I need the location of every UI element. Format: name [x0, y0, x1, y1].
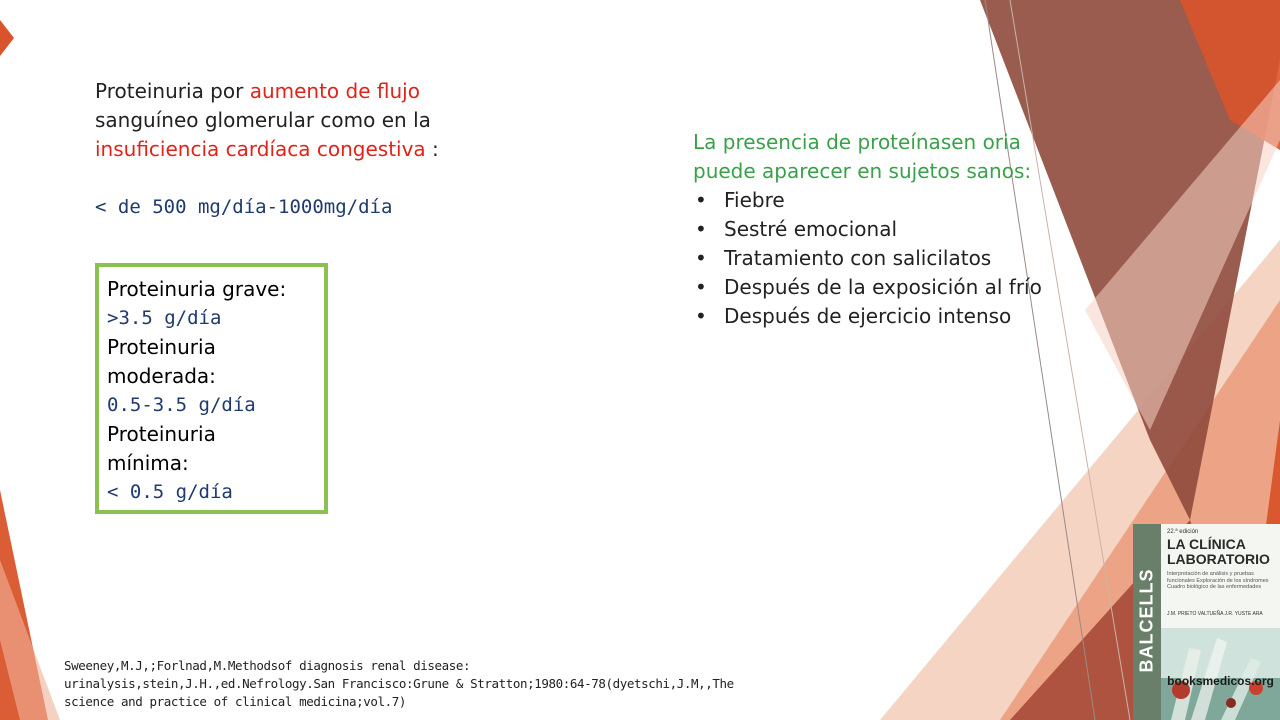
citation-text: Sweeney,M.J,;Forlnad,M.Methodsof diagnosis renal disease: urinalysis,stein,J.H.,ed.Nefrology.San Francisco:Grune & Stratton;1980:64-78(dyetschi,J.M,,The science and practice of clinical medicina;vol.7) — [64, 658, 734, 709]
book-authors: J.M. PRIETO VALTUEÑA J.R. YUSTE ARA — [1167, 611, 1263, 617]
list-item: • Sestré emocional — [693, 215, 1043, 244]
left-line-1 — [95, 77, 495, 106]
healthy-subjects-intro: La presencia de proteínasen oria puede aparecer en sujetos sanos: — [693, 130, 1032, 183]
proteinuria-grade-box — [95, 263, 328, 514]
severe-value: >3.5 g/día — [107, 307, 222, 329]
list-item: • Después de la exposición al frío — [693, 273, 1043, 302]
list-item: • Fiebre — [693, 186, 1043, 215]
book-spine-title: BALCELLS — [1136, 568, 1157, 673]
moderate-label-line-1: Proteinuria — [107, 335, 216, 359]
book-spine — [1133, 524, 1161, 720]
list-item: • Después de ejercicio intenso — [693, 302, 1043, 331]
healthy-subjects-block — [693, 128, 1043, 331]
minimal-label-line-1: Proteinuria — [107, 422, 216, 446]
left-line-3-suffix: : — [425, 137, 439, 161]
left-line-2: sanguíneo glomerular como en la — [95, 108, 431, 132]
left-line-1-highlight: aumento de flujo — [249, 79, 420, 103]
left-spacer — [95, 164, 495, 193]
moderate-label-line-2: moderada: — [107, 364, 216, 388]
book-watermark-text: booksmedicos.org — [1167, 674, 1274, 688]
moderate-value: 0.5-3.5 g/día — [107, 394, 256, 416]
left-line-3-highlight: insuficiencia cardíaca congestiva — [95, 137, 426, 161]
list-item: • Tratamiento con salicilatos — [693, 244, 1043, 273]
book-cover-image — [1133, 524, 1280, 720]
causes-list — [693, 186, 1043, 331]
minimal-value: < 0.5 g/día — [107, 481, 233, 503]
minimal-label-line-2: mínima: — [107, 451, 189, 475]
book-title-line-2: LABORATORIO — [1167, 551, 1270, 567]
left-line-3 — [95, 135, 495, 164]
severe-label: Proteinuria grave: — [107, 277, 287, 301]
book-title-line-1: LA CLÍNICA — [1167, 536, 1246, 552]
flow-range-value: < de 500 mg/día-1000mg/día — [95, 196, 393, 218]
flow-proteinuria-text — [95, 77, 495, 222]
book-subtitle: Interpretación de análisis y pruebas funcionales Exploración de los síndromes Cuadro biológico de las enfermedades — [1167, 571, 1269, 590]
left-line-1-prefix: Proteinuria por — [95, 79, 250, 103]
book-edition: 22.ª edición — [1167, 529, 1199, 535]
book-title — [1167, 537, 1279, 567]
left-arrow-marker — [0, 20, 14, 56]
